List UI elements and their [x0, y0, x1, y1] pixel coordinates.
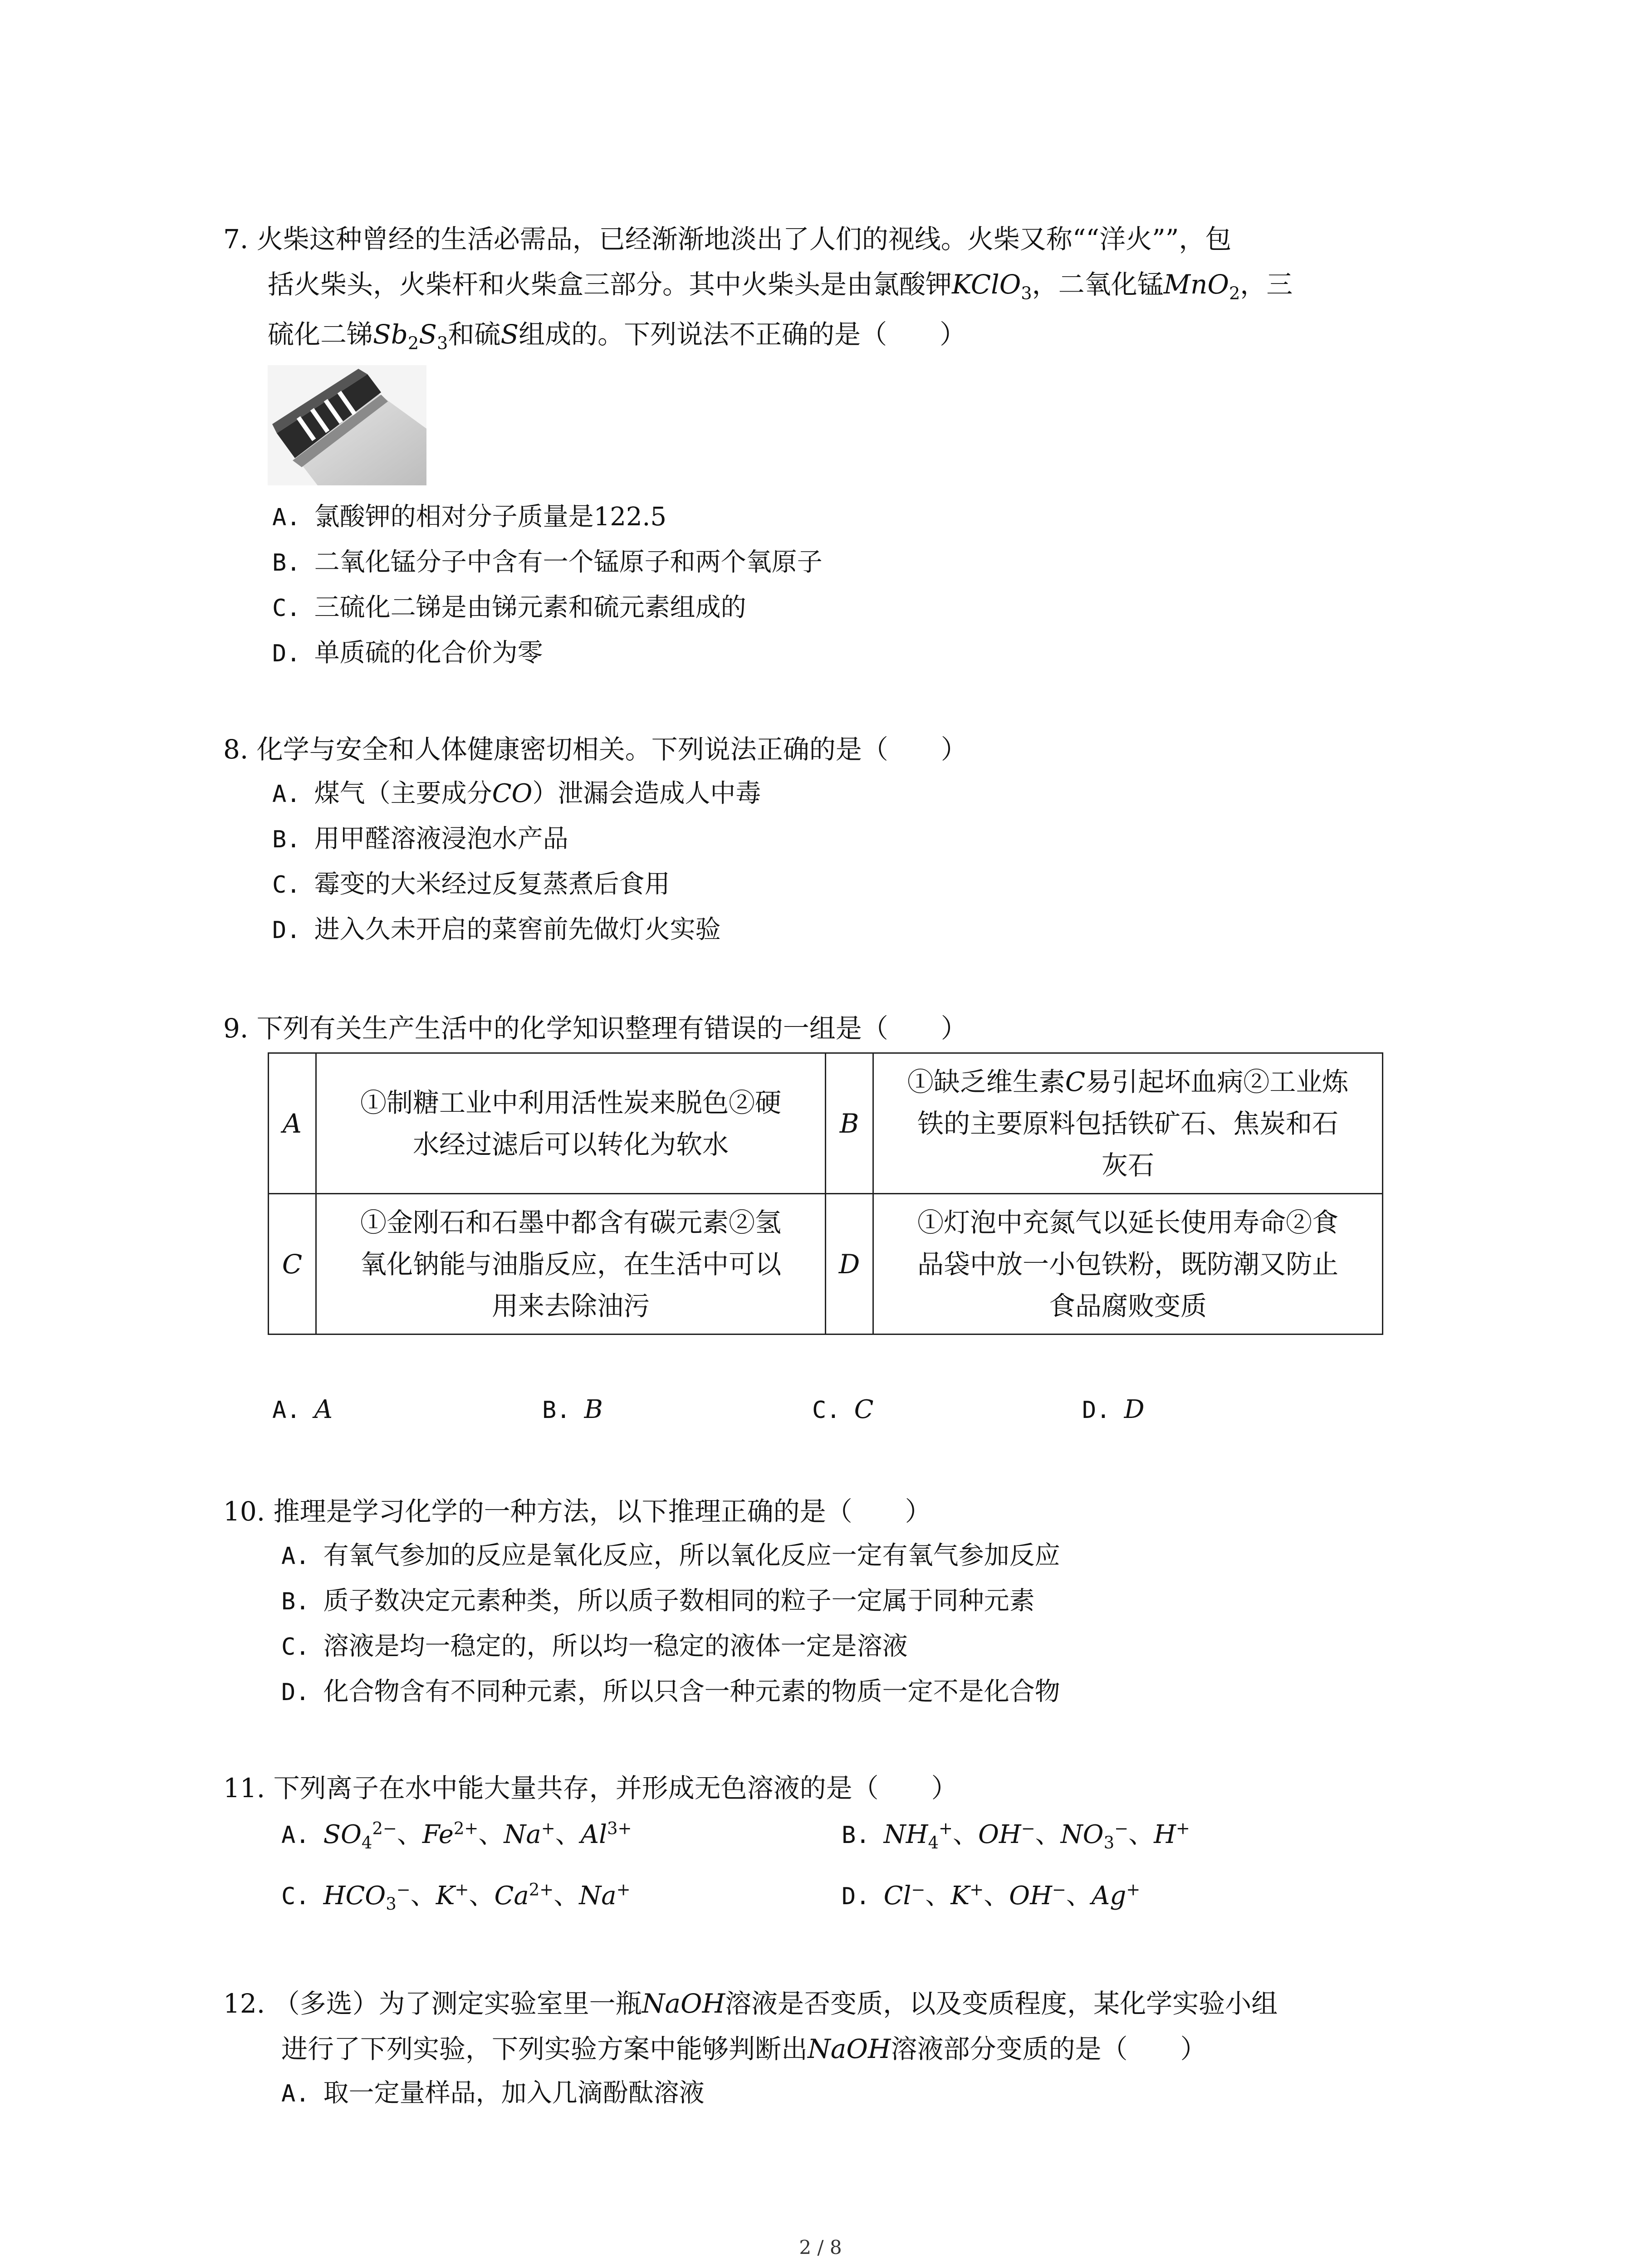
q7-option-d[interactable]: D. 单质硫的化合价为零 [272, 638, 543, 668]
q10-option-d[interactable]: D. 化合物含有不同种元素，所以只含一种元素的物质一定不是化合物 [281, 1677, 1060, 1706]
matchbox-image [268, 365, 426, 485]
q9-cell-label-a: A [269, 1053, 316, 1194]
q12-stem-line1: 12. （多选）为了测定实验室里一瓶NaOH溶液是否变质，以及变质程度，某化学实验小组 [223, 1988, 1278, 2019]
q8-option-b[interactable]: B. 用甲醛溶液浸泡水产品 [272, 824, 568, 854]
q11-option-d[interactable]: D. Cl−、K+、OH−、Ag+ [842, 1880, 1141, 1911]
q11-option-a[interactable]: A. $SO_4^{2-}$、$Fe^{2+}$、Na+、$Al^{3+}$ [281, 1818, 632, 1853]
q8-option-c[interactable]: C. 霉变的大米经过反复蒸煮后食用 [272, 870, 670, 899]
q9-cell-text-a: ①制糖工业中利用活性炭来脱色②硬 水经过滤后可以转化为软水 [316, 1053, 826, 1194]
q10-option-a[interactable]: A. 有氧气参加的反应是氧化反应，所以氧化反应一定有氧气参加反应 [281, 1541, 1060, 1570]
q7-stem-line2: 括火柴头，火柴杆和火柴盒三部分。其中火柴头是由氯酸钾KClO$_3$，二氧化锰MnO$_2$，三 [268, 269, 1293, 304]
q9-stem: 9. 下列有关生产生活中的化学知识整理有错误的一组是（ ） [223, 1013, 967, 1044]
q9-cell-label-c: C [269, 1194, 316, 1334]
q9-knowledge-table [268, 1052, 1383, 1335]
q10-option-b[interactable]: B. 质子数决定元素种类，所以质子数相同的粒子一定属于同种元素 [281, 1586, 1035, 1616]
q9-cell-text-c: ①金刚石和石墨中都含有碳元素②氢 氧化钠能与油脂反应，在生活中可以 用来去除油污 [316, 1194, 826, 1334]
q9-option-a[interactable]: A. A [272, 1395, 333, 1424]
q7-option-a[interactable]: A. 氯酸钾的相对分子质量是122.5 [272, 502, 666, 532]
q8-option-d[interactable]: D. 进入久未开启的菜窖前先做灯火实验 [272, 915, 721, 944]
q9-cell-label-d: D [826, 1194, 873, 1334]
q12-option-a[interactable]: A. 取一定量样品，加入几滴酚酞溶液 [281, 2078, 705, 2108]
q8-option-a[interactable]: A. 煤气（主要成分CO）泄漏会造成人中毒 [272, 779, 761, 808]
q9-option-c[interactable]: C. C [812, 1395, 874, 1424]
q9-cell-label-b: B [826, 1053, 873, 1194]
q10-option-c[interactable]: C. 溶液是均一稳定的，所以均一稳定的液体一定是溶液 [281, 1632, 908, 1661]
q7-option-b[interactable]: B. 二氧化锰分子中含有一个锰原子和两个氧原子 [272, 547, 823, 577]
q7-option-c[interactable]: C. 三硫化二锑是由锑元素和硫元素组成的 [272, 593, 746, 622]
q8-stem: 8. 化学与安全和人体健康密切相关。下列说法正确的是（ ） [223, 734, 967, 765]
q11-option-c[interactable]: C. $HCO_3^-$、K+、$Ca^{2+}$、Na+ [281, 1880, 631, 1914]
q11-stem: 11. 下列离子在水中能大量共存，并形成无色溶液的是（ ） [223, 1773, 958, 1804]
q11-option-b[interactable]: B. $NH_4^+$、OH−、$NO_3^-$、H+ [842, 1818, 1190, 1853]
q12-stem-line2: 进行了下列实验，下列实验方案中能够判断出NaOH溶液部分变质的是（ ） [281, 2033, 1207, 2064]
q9-cell-text-d: ①灯泡中充氮气以延长使用寿命②食 品袋中放一小包铁粉，既防潮又防止 食品腐败变质 [873, 1194, 1383, 1334]
q9-option-d[interactable]: D. D [1082, 1395, 1145, 1424]
q9-option-b[interactable]: B. B [542, 1395, 603, 1424]
q7-stem-line3: 硫化二锑$Sb_2S_3$和硫S组成的。下列说法不正确的是（ ） [268, 319, 966, 354]
q10-stem: 10. 推理是学习化学的一种方法，以下推理正确的是（ ） [223, 1496, 931, 1527]
page-number: 2 / 8 [799, 2236, 842, 2258]
q9-cell-text-b: ①缺乏维生素C易引起坏血病②工业炼 铁的主要原料包括铁矿石、焦炭和石 灰石 [873, 1053, 1383, 1194]
q7-stem-line1: 7. 火柴这种曾经的生活必需品，已经渐渐地淡出了人们的视线。火柴又称““洋火””，包 [223, 224, 1232, 254]
